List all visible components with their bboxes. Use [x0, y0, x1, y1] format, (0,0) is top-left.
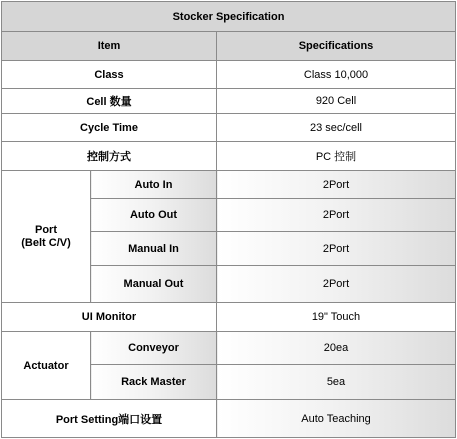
table-row [2, 400, 456, 438]
manual-in-label: Manual In [91, 232, 217, 266]
header-row [2, 32, 456, 61]
conveyor-value: 20ea [217, 332, 456, 365]
title-row [2, 2, 456, 32]
ui-monitor-value: 19" Touch [217, 303, 456, 332]
stocker-spec-table [1, 1, 456, 438]
port-setting-value: Auto Teaching [217, 400, 456, 438]
auto-in-value: 2Port [217, 171, 456, 199]
auto-out-value: 2Port [217, 199, 456, 232]
cycle-time-label: Cycle Time [2, 114, 217, 142]
table-title: Stocker Specification [2, 2, 456, 32]
item-header: Item [2, 32, 217, 61]
manual-out-value: 2Port [217, 266, 456, 303]
ui-monitor-label: UI Monitor [2, 303, 217, 332]
conveyor-label: Conveyor [91, 332, 217, 365]
port-group-label [2, 171, 91, 303]
rack-master-label: Rack Master [91, 365, 217, 400]
port-group-line2: (Belt C/V) [21, 236, 71, 249]
auto-out-label: Auto Out [91, 199, 217, 232]
rack-master-value: 5ea [217, 365, 456, 400]
cell-value: 920 Cell [217, 89, 456, 114]
class-value: Class 10,000 [217, 61, 456, 89]
control-method-label: 控制方式 [2, 142, 217, 171]
spec-header: Specifications [217, 32, 456, 61]
manual-in-value: 2Port [217, 232, 456, 266]
control-method-value: PC 控制 [217, 142, 456, 171]
cell-label: Cell 数量 [2, 89, 217, 114]
port-group-line1: Port [35, 223, 57, 236]
actuator-group-label: Actuator [2, 332, 91, 400]
manual-out-label: Manual Out [91, 266, 217, 303]
class-label: Class [2, 61, 217, 89]
table-row [2, 171, 456, 199]
table-row [2, 142, 456, 171]
port-setting-label: Port Setting端口设置 [2, 400, 217, 438]
table-row [2, 89, 456, 114]
cycle-time-value: 23 sec/cell [217, 114, 456, 142]
auto-in-label: Auto In [91, 171, 217, 199]
table-row [2, 332, 456, 365]
table-row [2, 303, 456, 332]
table-row [2, 114, 456, 142]
table-row [2, 61, 456, 89]
